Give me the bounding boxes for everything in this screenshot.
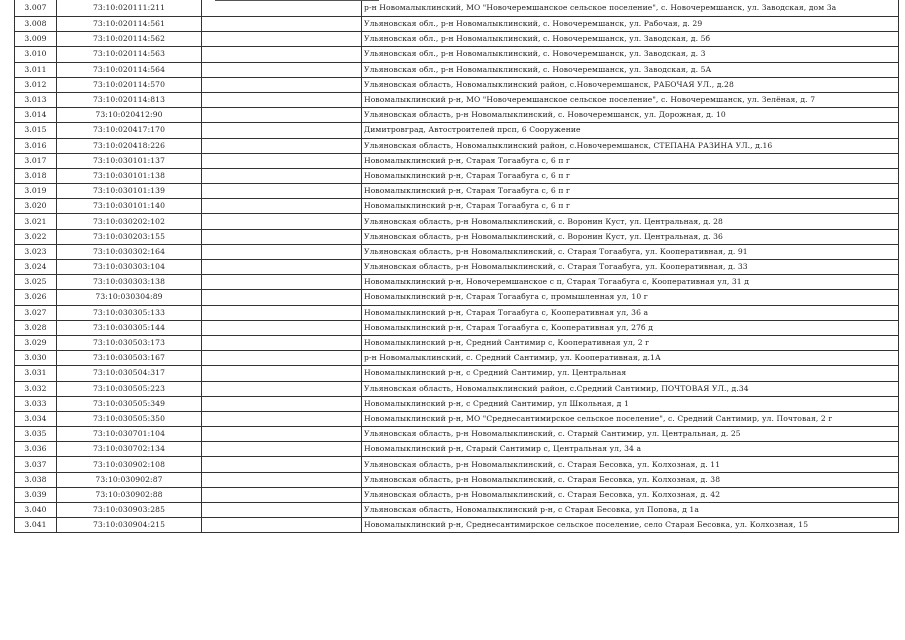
cadastral-number-cell: 73:10:030503:173 <box>57 335 202 350</box>
empty-cell <box>202 472 362 487</box>
row-number-cell: 3.040 <box>15 503 57 518</box>
cadastral-number-cell: 73:10:020412:90 <box>57 108 202 123</box>
table-row <box>15 229 899 244</box>
address-cell: Новомалыклинский р-н, Старая Тогаабуга с, 6 п г <box>362 153 899 168</box>
cadastral-number-cell: 73:10:030902:88 <box>57 487 202 502</box>
address-cell: Ульяновская область, Новомалыклинский район, с.Новочеремшанск, СТЕПАНА РАЗИНА УЛ., д.16 <box>362 138 899 153</box>
table-row <box>15 411 899 426</box>
address-cell: Новомалыклинский р-н, Средний Сантимир с, Кооперативная ул, 2 г <box>362 335 899 350</box>
row-number-cell: 3.017 <box>15 153 57 168</box>
row-number-cell: 3.007 <box>15 0 57 17</box>
address-cell: Новомалыклинский р-н, Среднесантимирское сельское поселение, село Старая Бесовка, ул. Колхозная, 15 <box>362 518 899 533</box>
cadastral-number-cell: 73:10:030305:144 <box>57 320 202 335</box>
empty-cell <box>202 518 362 533</box>
address-cell: Ульяновская область, Новомалыклинский район, с.Средний Сантимир, ПОЧТОВАЯ УЛ., д.34 <box>362 381 899 396</box>
empty-cell <box>202 305 362 320</box>
cadastral-number-cell: 73:10:030505:223 <box>57 381 202 396</box>
table-row <box>15 290 899 305</box>
row-number-cell: 3.025 <box>15 275 57 290</box>
register-sheet <box>14 0 898 533</box>
cadastral-number-cell: 73:10:020114:813 <box>57 92 202 107</box>
row-number-cell: 3.029 <box>15 335 57 350</box>
address-cell: Ульяновская область, Новомалыклинский р-н, с Старая Бесовка, ул Попова, д 1а <box>362 503 899 518</box>
address-cell: Новомалыклинский р-н, с Средний Сантимир, ул Школьная, д 1 <box>362 396 899 411</box>
empty-cell <box>202 411 362 426</box>
row-number-cell: 3.014 <box>15 108 57 123</box>
table-body <box>15 0 899 533</box>
address-cell: Ульяновская обл., р-н Новомалыклинский, с. Новочеремшанск, ул. Заводская, д. 5А <box>362 62 899 77</box>
cadastral-number-cell: 73:10:020114:570 <box>57 77 202 92</box>
row-number-cell: 3.031 <box>15 366 57 381</box>
address-cell: Новомалыклинский р-н, Старый Сантимир с, Центральная ул, 34 а <box>362 442 899 457</box>
table-row <box>15 0 899 17</box>
cadastral-number-cell: 73:10:030902:87 <box>57 472 202 487</box>
empty-cell <box>202 199 362 214</box>
table-row <box>15 62 899 77</box>
row-number-cell: 3.018 <box>15 168 57 183</box>
address-cell: Новомалыклинский р-н, Старая Тогаабуга с, Кооперативная ул, 27б д <box>362 320 899 335</box>
table-row <box>15 184 899 199</box>
cadastral-number-cell: 73:10:030702:134 <box>57 442 202 457</box>
cadastral-number-cell: 73:10:030904:215 <box>57 518 202 533</box>
empty-cell <box>202 32 362 47</box>
address-cell: Ульяновская область, р-н Новомалыклинский, с. Старая Бесовка, ул. Колхозная, д. 42 <box>362 487 899 502</box>
cadastral-number-cell: 73:10:030303:138 <box>57 275 202 290</box>
cadastral-number-cell: 73:10:020114:561 <box>57 17 202 32</box>
empty-cell <box>202 427 362 442</box>
top-rule <box>215 0 379 1</box>
row-number-cell: 3.021 <box>15 214 57 229</box>
table-row <box>15 305 899 320</box>
row-number-cell: 3.012 <box>15 77 57 92</box>
empty-cell <box>202 62 362 77</box>
address-cell: Ульяновская область, р-н Новомалыклинский, с. Новочеремшанск, ул. Дорожная, д. 10 <box>362 108 899 123</box>
empty-cell <box>202 503 362 518</box>
cadastral-number-cell: 73:10:030203:155 <box>57 229 202 244</box>
table-row <box>15 260 899 275</box>
cadastral-number-cell: 73:10:020111:211 <box>57 0 202 17</box>
table-row <box>15 77 899 92</box>
empty-cell <box>202 17 362 32</box>
row-number-cell: 3.016 <box>15 138 57 153</box>
table-row <box>15 153 899 168</box>
row-number-cell: 3.026 <box>15 290 57 305</box>
row-number-cell: 3.023 <box>15 244 57 259</box>
row-number-cell: 3.038 <box>15 472 57 487</box>
table-row <box>15 320 899 335</box>
row-number-cell: 3.028 <box>15 320 57 335</box>
row-number-cell: 3.011 <box>15 62 57 77</box>
cadastral-number-cell: 73:10:030101:140 <box>57 199 202 214</box>
empty-cell <box>202 229 362 244</box>
row-number-cell: 3.037 <box>15 457 57 472</box>
empty-cell <box>202 290 362 305</box>
table-row <box>15 487 899 502</box>
empty-cell <box>202 457 362 472</box>
table-row <box>15 366 899 381</box>
row-number-cell: 3.020 <box>15 199 57 214</box>
table-row <box>15 168 899 183</box>
table-row <box>15 138 899 153</box>
row-number-cell: 3.013 <box>15 92 57 107</box>
table-row <box>15 92 899 107</box>
address-cell: Новомалыклинский р-н, Новочеремшанское с п, Старая Тогаабуга с, Кооперативная ул, 31 д <box>362 275 899 290</box>
empty-cell <box>202 260 362 275</box>
row-number-cell: 3.030 <box>15 351 57 366</box>
empty-cell <box>202 0 362 17</box>
table-row <box>15 518 899 533</box>
cadastral-number-cell: 73:10:030504:317 <box>57 366 202 381</box>
row-number-cell: 3.009 <box>15 32 57 47</box>
table-row <box>15 351 899 366</box>
table-row <box>15 32 899 47</box>
empty-cell <box>202 92 362 107</box>
cadastral-number-cell: 73:10:030505:350 <box>57 411 202 426</box>
row-number-cell: 3.036 <box>15 442 57 457</box>
empty-cell <box>202 47 362 62</box>
empty-cell <box>202 108 362 123</box>
cadastral-number-cell: 73:10:030303:104 <box>57 260 202 275</box>
row-number-cell: 3.022 <box>15 229 57 244</box>
address-cell: р-н Новомалыклинский, с. Средний Сантимир, ул. Кооперативная, д.1А <box>362 351 899 366</box>
table-row <box>15 396 899 411</box>
address-cell: Ульяновская область, р-н Новомалыклинский, с. Старая Тогаабуга, ул. Кооперативная, д. 33 <box>362 260 899 275</box>
empty-cell <box>202 138 362 153</box>
cadastral-number-cell: 73:10:030505:349 <box>57 396 202 411</box>
cadastral-number-cell: 73:10:030101:138 <box>57 168 202 183</box>
address-cell: Новомалыклинский р-н, с Средний Сантимир, ул. Центральная <box>362 366 899 381</box>
row-number-cell: 3.039 <box>15 487 57 502</box>
empty-cell <box>202 366 362 381</box>
address-cell: Новомалыклинский р-н, Старая Тогаабуга с, промышленная ул, 10 г <box>362 290 899 305</box>
table-row <box>15 123 899 138</box>
address-cell: Новомалыклинский р-н, МО "Среднесантимирское сельское поселение", с. Средний Сантимир, ул. Почтовая, 2 г <box>362 411 899 426</box>
empty-cell <box>202 184 362 199</box>
cadastral-number-cell: 73:10:030903:285 <box>57 503 202 518</box>
row-number-cell: 3.035 <box>15 427 57 442</box>
address-cell: Ульяновская область, р-н Новомалыклинский, с. Старый Сантимир, ул. Центральная, д. 25 <box>362 427 899 442</box>
table-row <box>15 442 899 457</box>
empty-cell <box>202 351 362 366</box>
empty-cell <box>202 214 362 229</box>
empty-cell <box>202 487 362 502</box>
table-row <box>15 427 899 442</box>
cadastral-number-cell: 73:10:030101:139 <box>57 184 202 199</box>
row-number-cell: 3.008 <box>15 17 57 32</box>
table-row <box>15 381 899 396</box>
cadastral-number-cell: 73:10:030503:167 <box>57 351 202 366</box>
address-cell: Ульяновская область, р-н Новомалыклинский, с. Воронин Куст, ул. Центральная, д. 28 <box>362 214 899 229</box>
table-row <box>15 47 899 62</box>
row-number-cell: 3.019 <box>15 184 57 199</box>
cadastral-number-cell: 73:10:020114:563 <box>57 47 202 62</box>
row-number-cell: 3.034 <box>15 411 57 426</box>
address-cell: Ульяновская обл., р-н Новомалыклинский, с. Новочеремшанск, ул. Заводская, д. 3 <box>362 47 899 62</box>
address-cell: Ульяновская обл., р-н Новомалыклинский, с. Новочеремшанск, ул. Рабочая, д. 29 <box>362 17 899 32</box>
empty-cell <box>202 168 362 183</box>
cadastral-number-cell: 73:10:020418:226 <box>57 138 202 153</box>
table-row <box>15 17 899 32</box>
table-row <box>15 457 899 472</box>
cadastral-number-cell: 73:10:020114:564 <box>57 62 202 77</box>
address-cell: Димитровград, Автостроителей прсп, 6 Сооружение <box>362 123 899 138</box>
table-row <box>15 214 899 229</box>
cadastral-number-cell: 73:10:030902:108 <box>57 457 202 472</box>
address-cell: р-н Новомалыклинский, МО "Новочеремшанское сельское поселение", с. Новочеремшанск, ул. Заводская, дом 3а <box>362 0 899 17</box>
address-cell: Ульяновская область, р-н Новомалыклинский, с. Старая Тогаабуга, ул. Кооперативная, д. 91 <box>362 244 899 259</box>
empty-cell <box>202 123 362 138</box>
cadastral-number-cell: 73:10:030101:137 <box>57 153 202 168</box>
empty-cell <box>202 396 362 411</box>
address-cell: Ульяновская обл., р-н Новомалыклинский, с. Новочеремшанск, ул. Заводская, д. 5б <box>362 32 899 47</box>
empty-cell <box>202 335 362 350</box>
cadastral-number-cell: 73:10:020114:562 <box>57 32 202 47</box>
cadastral-number-cell: 73:10:030202:102 <box>57 214 202 229</box>
row-number-cell: 3.015 <box>15 123 57 138</box>
table-row <box>15 244 899 259</box>
table-row <box>15 275 899 290</box>
address-cell: Новомалыклинский р-н, Старая Тогаабуга с, 6 п г <box>362 199 899 214</box>
empty-cell <box>202 320 362 335</box>
address-cell: Новомалыклинский р-н, Старая Тогаабуга с, 6 п г <box>362 168 899 183</box>
property-register-table <box>14 0 899 533</box>
row-number-cell: 3.041 <box>15 518 57 533</box>
empty-cell <box>202 153 362 168</box>
address-cell: Ульяновская область, р-н Новомалыклинский, с. Воронин Куст, ул. Центральная, д. 36 <box>362 229 899 244</box>
empty-cell <box>202 244 362 259</box>
row-number-cell: 3.032 <box>15 381 57 396</box>
table-row <box>15 503 899 518</box>
table-row <box>15 108 899 123</box>
table-row <box>15 335 899 350</box>
table-row <box>15 472 899 487</box>
empty-cell <box>202 275 362 290</box>
cadastral-number-cell: 73:10:030305:133 <box>57 305 202 320</box>
address-cell: Ульяновская область, р-н Новомалыклинский, с. Старая Бесовка, ул. Колхозная, д. 38 <box>362 472 899 487</box>
cadastral-number-cell: 73:10:030701:104 <box>57 427 202 442</box>
cadastral-number-cell: 73:10:020417:170 <box>57 123 202 138</box>
row-number-cell: 3.027 <box>15 305 57 320</box>
row-number-cell: 3.033 <box>15 396 57 411</box>
empty-cell <box>202 381 362 396</box>
cadastral-number-cell: 73:10:030304:89 <box>57 290 202 305</box>
address-cell: Новомалыклинский р-н, МО "Новочеремшанское сельское поселение", с. Новочеремшанск, ул. Зелёная, д. 7 <box>362 92 899 107</box>
address-cell: Ульяновская область, р-н Новомалыклинский, с. Старая Бесовка, ул. Колхозная, д. 11 <box>362 457 899 472</box>
address-cell: Новомалыклинский р-н, Старая Тогаабуга с, 6 п г <box>362 184 899 199</box>
row-number-cell: 3.024 <box>15 260 57 275</box>
table-row <box>15 199 899 214</box>
empty-cell <box>202 442 362 457</box>
address-cell: Новомалыклинский р-н, Старая Тогаабуга с, Кооперативная ул, 36 а <box>362 305 899 320</box>
empty-cell <box>202 77 362 92</box>
address-cell: Ульяновская область, Новомалыклинский район, с.Новочеремшанск, РАБОЧАЯ УЛ., д.28 <box>362 77 899 92</box>
cadastral-number-cell: 73:10:030302:164 <box>57 244 202 259</box>
row-number-cell: 3.010 <box>15 47 57 62</box>
